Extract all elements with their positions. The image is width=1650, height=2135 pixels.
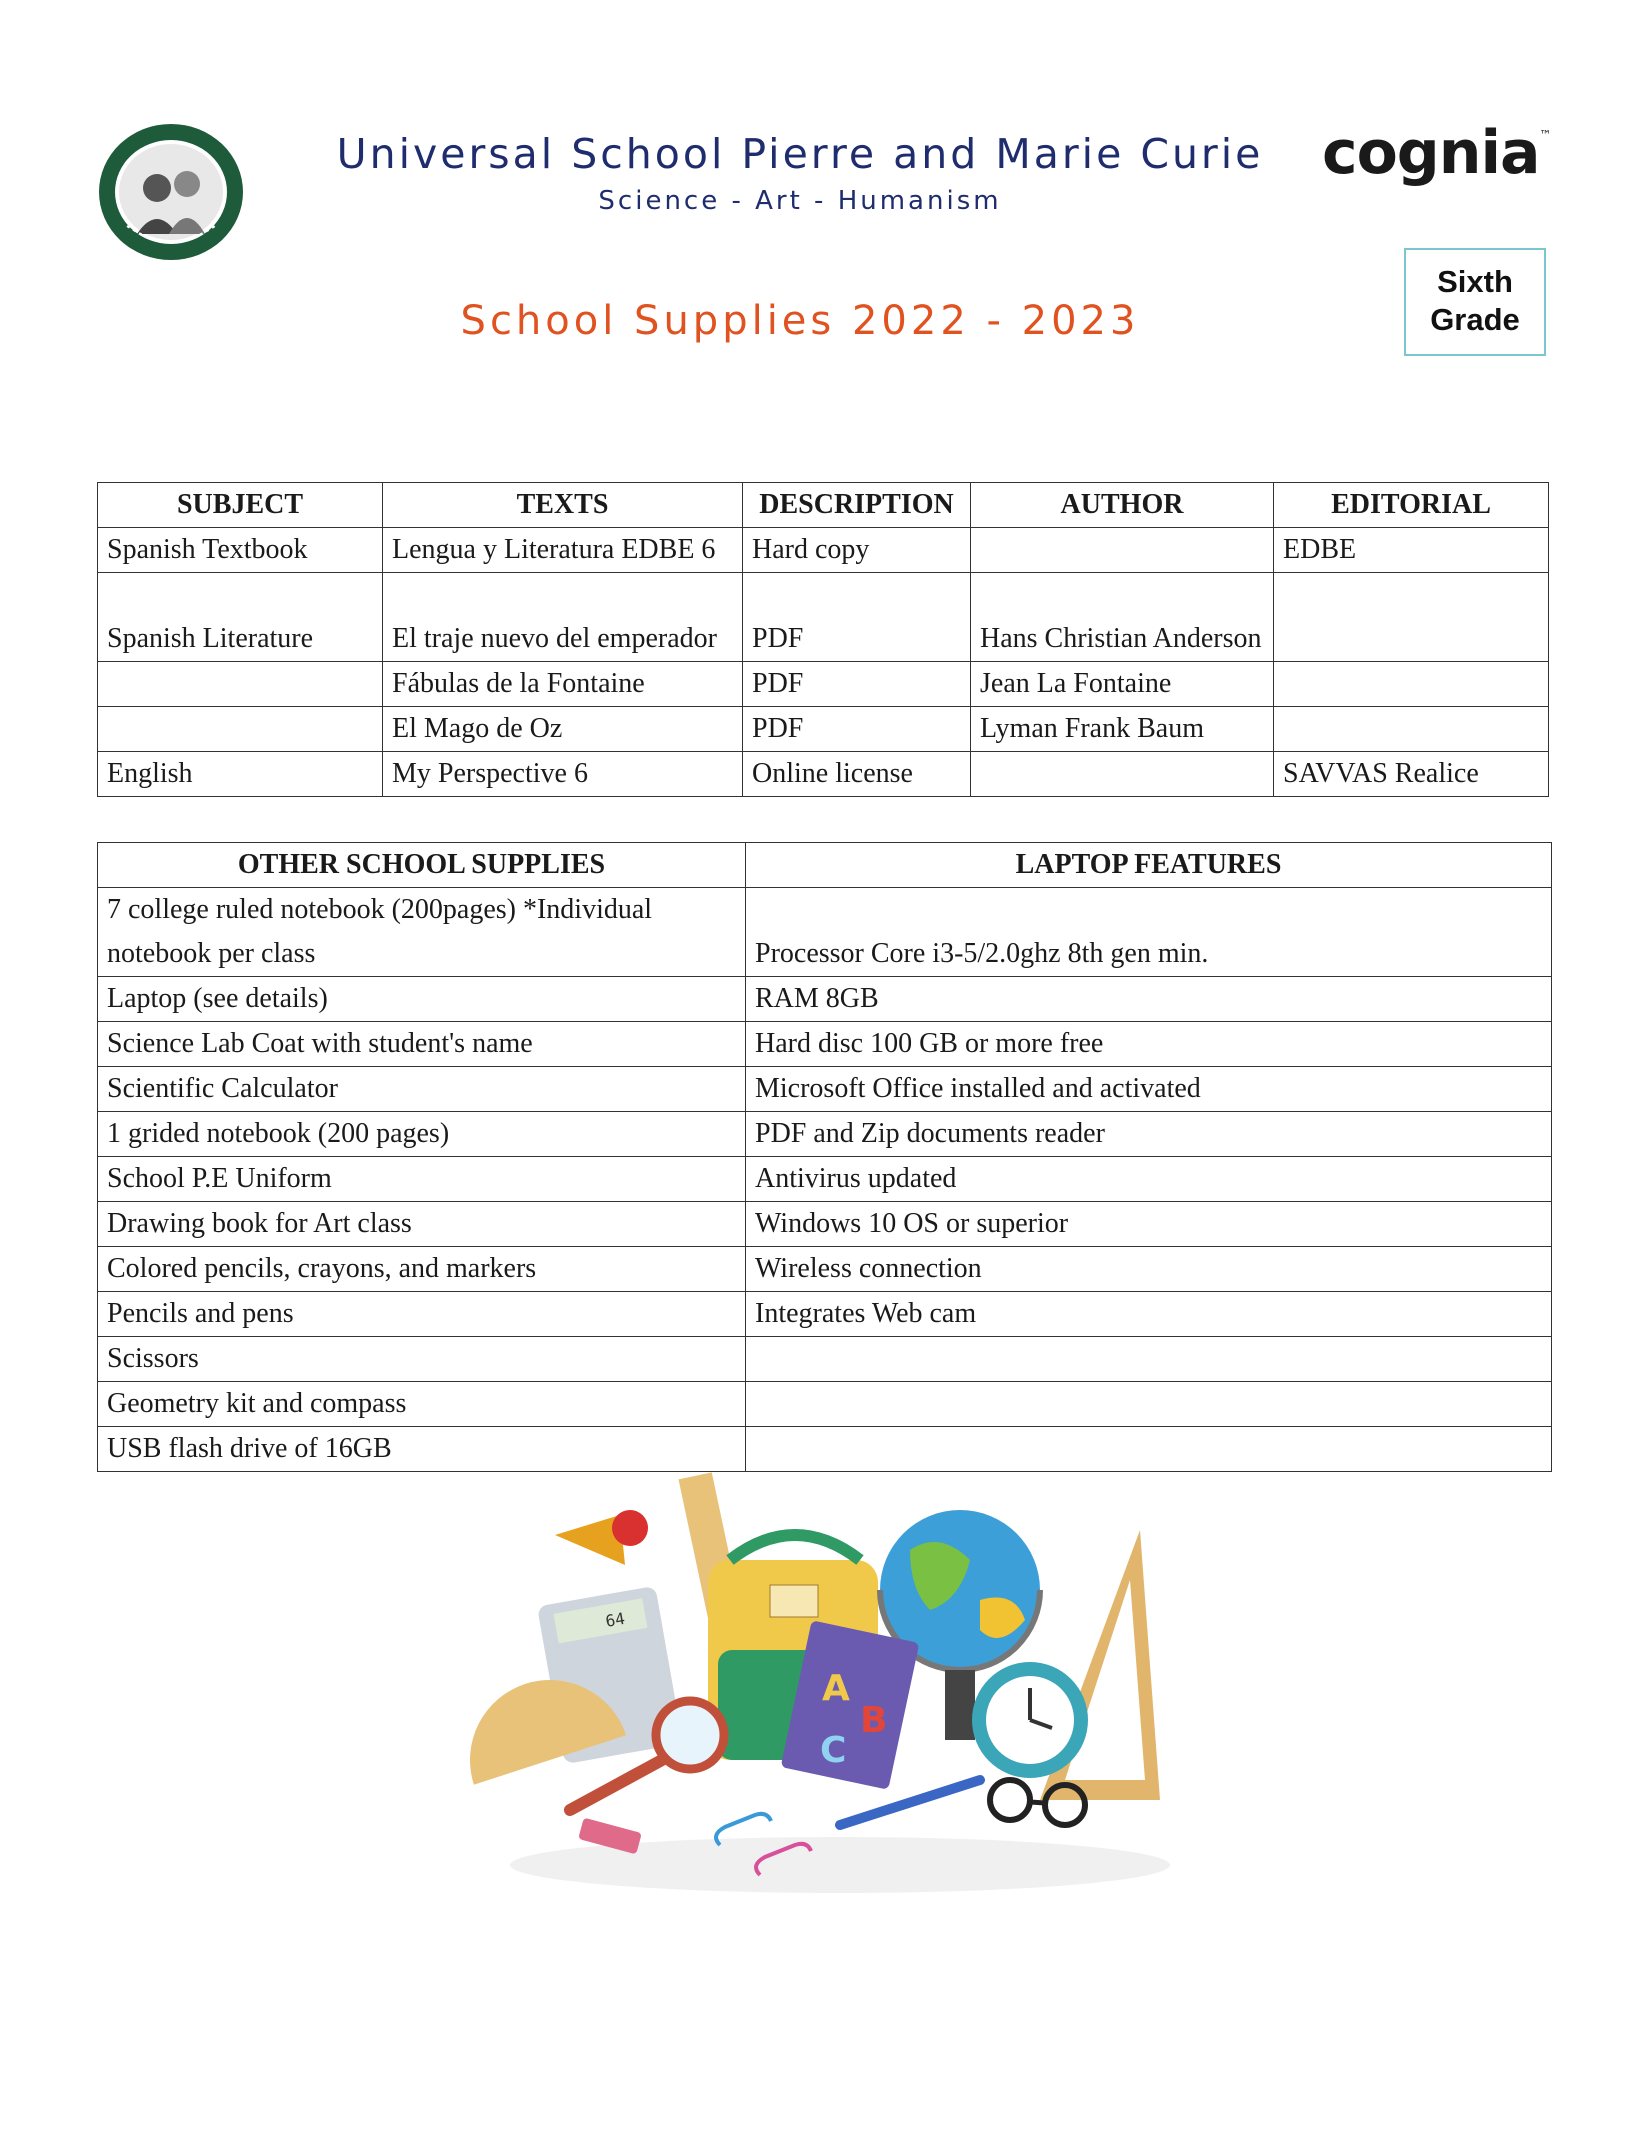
cell-text: My Perspective 6 [383,752,743,797]
cell-supply: Colored pencils, crayons, and markers [98,1247,746,1292]
book-letter-b: B [860,1700,888,1741]
cell-supply: 7 college ruled notebook (200pages) *Individual notebook per class [98,888,746,977]
table-header-row [98,843,1552,888]
cell-laptop-feature: Integrates Web cam [746,1292,1552,1337]
table-row [98,1022,1552,1067]
cell-supply: Scientific Calculator [98,1067,746,1112]
book-letter-c: C [820,1730,847,1771]
table-row [98,707,1549,752]
cell-supply: Science Lab Coat with student's name [98,1022,746,1067]
school-supplies-illustration [440,1470,1240,1910]
cell-subject: Spanish Literature [98,573,383,662]
table-row [98,662,1549,707]
cell-author: Lyman Frank Baum [971,707,1274,752]
cell-subject: Spanish Textbook [98,528,383,573]
pen-icon [840,1780,980,1825]
cell-subject [98,707,383,752]
cell-laptop-feature: Hard disc 100 GB or more free [746,1022,1552,1067]
table-row [98,1067,1552,1112]
table-row [98,1382,1552,1427]
cell-description: PDF [743,707,971,752]
cell-description: Hard copy [743,528,971,573]
cell-laptop-feature [746,1427,1552,1472]
cell-editorial [1274,707,1549,752]
glasses-icon [990,1780,1085,1825]
cell-editorial: EDBE [1274,528,1549,573]
supplies-table [97,842,1552,1472]
calculator-display-text: 64 [603,1608,627,1631]
cell-subject: English [98,752,383,797]
cell-supply: USB flash drive of 16GB [98,1427,746,1472]
cell-supply: Pencils and pens [98,1292,746,1337]
cell-supply: Laptop (see details) [98,977,746,1022]
cell-description: PDF [743,662,971,707]
cell-supply: 1 grided notebook (200 pages) [98,1112,746,1157]
cell-author [971,528,1274,573]
cell-text: El traje nuevo del emperador [383,573,743,662]
bell-icon [555,1510,648,1565]
cell-laptop-feature: Antivirus updated [746,1157,1552,1202]
cell-laptop-feature: Wireless connection [746,1247,1552,1292]
column-header-editorial: EDITORIAL [1274,483,1549,528]
cell-text: Lengua y Literatura EDBE 6 [383,528,743,573]
grade-badge [1404,248,1546,356]
grade-line-1: Sixth [1437,264,1513,299]
cell-laptop-feature [746,1337,1552,1382]
grade-line-2: Grade [1430,302,1520,337]
table-header-row [98,483,1549,528]
cell-author: Jean La Fontaine [971,662,1274,707]
table-row [98,1292,1552,1337]
table-row [98,1157,1552,1202]
cell-text: Fábulas de la Fontaine [383,662,743,707]
cell-laptop-feature: Processor Core i3-5/2.0ghz 8th gen min. [746,888,1552,977]
school-seal-logo [97,122,245,262]
cell-subject [98,662,383,707]
column-header-author: AUTHOR [971,483,1274,528]
table-row [98,752,1549,797]
table-row [98,573,1549,662]
table-row [98,1337,1552,1382]
cell-author [971,752,1274,797]
trademark-symbol: ™ [1539,128,1551,142]
cell-description: Online license [743,752,971,797]
alarm-clock-icon [972,1662,1088,1778]
document-title: School Supplies 2022 - 2023 [460,298,1140,344]
table-row [98,1247,1552,1292]
column-header-other-supplies: OTHER SCHOOL SUPPLIES [98,843,746,888]
cell-laptop-feature: Windows 10 OS or superior [746,1202,1552,1247]
cell-author: Hans Christian Anderson [971,573,1274,662]
table-row [98,1202,1552,1247]
cell-supply: School P.E Uniform [98,1157,746,1202]
table-row [98,1112,1552,1157]
column-header-texts: TEXTS [383,483,743,528]
cell-supply: Drawing book for Art class [98,1202,746,1247]
cell-laptop-feature: Microsoft Office installed and activated [746,1067,1552,1112]
cell-editorial [1274,573,1549,662]
table-row [98,977,1552,1022]
cell-supply: Geometry kit and compass [98,1382,746,1427]
cell-laptop-feature: PDF and Zip documents reader [746,1112,1552,1157]
cell-text: El Mago de Oz [383,707,743,752]
cell-supply: Scissors [98,1337,746,1382]
cell-editorial [1274,662,1549,707]
column-header-laptop-features: LAPTOP FEATURES [746,843,1552,888]
cell-description: PDF [743,573,971,662]
school-tagline: Science - Art - Humanism [598,186,1002,216]
column-header-description: DESCRIPTION [743,483,971,528]
table-row [98,528,1549,573]
table-row [98,1427,1552,1472]
school-name: Universal School Pierre and Marie Curie [336,130,1264,178]
column-header-subject: SUBJECT [98,483,383,528]
book-letter-a: A [822,1668,850,1709]
texts-table [97,482,1549,797]
cognia-wordmark: cognia [1322,118,1540,188]
cell-laptop-feature [746,1382,1552,1427]
cognia-logo [1322,118,1551,188]
cell-editorial: SAVVAS Realice [1274,752,1549,797]
table-row [98,888,1552,977]
cell-laptop-feature: RAM 8GB [746,977,1552,1022]
